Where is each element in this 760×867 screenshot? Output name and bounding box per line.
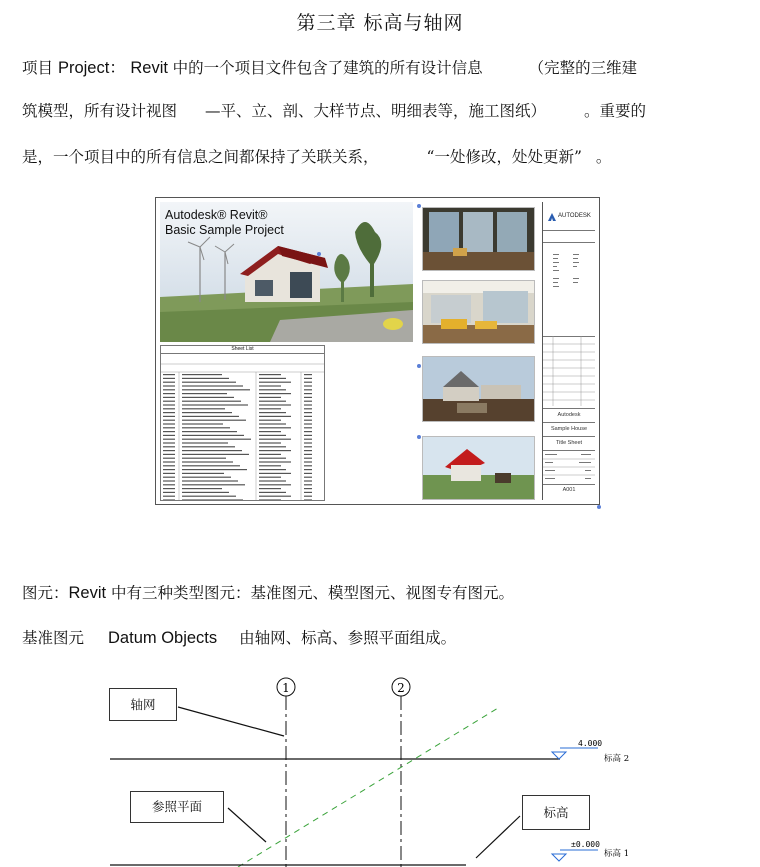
schedule-row-bar xyxy=(182,450,242,451)
text-segment: Revit xyxy=(125,59,173,77)
schedule-row-bar xyxy=(304,427,312,428)
text-segment: 项目 xyxy=(22,59,58,77)
schedule-row-bar xyxy=(259,397,281,398)
title-block-company: Autodesk xyxy=(557,412,581,418)
interior-render-illustration xyxy=(423,208,534,270)
schedule-row-bar xyxy=(304,469,312,470)
grid-bubble-2-label: 2 xyxy=(397,681,405,695)
schedule-row-bar xyxy=(304,458,312,459)
schedule-row-bar xyxy=(163,374,175,375)
schedule-row-bar xyxy=(259,427,291,428)
schedule-row-bar xyxy=(259,473,291,474)
schedule-row-bar xyxy=(182,469,247,470)
schedule-row-bar xyxy=(182,393,227,394)
label-reference-plane: 参照平面 xyxy=(130,791,224,823)
schedule-row-bar xyxy=(182,435,244,436)
schedule-row-bar xyxy=(304,420,312,421)
schedule-row-bar xyxy=(259,488,281,489)
schedule-row-bar xyxy=(163,401,175,402)
revision-table-illustration xyxy=(543,336,595,406)
schedule-row-bar xyxy=(182,488,222,489)
schedule-row-bar xyxy=(182,496,236,497)
schedule-row-bar xyxy=(304,492,312,493)
schedule-rows-illustration xyxy=(161,354,324,500)
schedule-row-bar xyxy=(163,488,175,489)
schedule-row-bar xyxy=(259,469,286,470)
schedule-row-bar xyxy=(182,378,229,379)
interior-render-thumbnail-1 xyxy=(422,207,535,271)
exterior-render-thumbnail xyxy=(422,436,535,500)
text-segment: Revit xyxy=(68,584,107,602)
schedule-row-bar xyxy=(182,404,248,405)
text-segment: “一处修改，处处更新” xyxy=(426,148,582,166)
schedule-row-bar xyxy=(259,439,291,440)
title-block-project: Sample House xyxy=(550,426,588,432)
schedule-row-bar xyxy=(182,382,236,383)
schedule-row-bar xyxy=(182,416,239,417)
schedule-row-bar xyxy=(182,499,243,500)
schedule-row-bar xyxy=(259,382,291,383)
schedule-row-bar xyxy=(163,461,175,462)
schedule-row-bar xyxy=(163,420,175,421)
revit-sample-sheet-figure xyxy=(155,197,600,505)
consultant-notes-illustration xyxy=(543,250,595,330)
schedule-row-bar xyxy=(182,389,250,390)
schedule-row-bar xyxy=(163,484,175,485)
schedule-row-bar xyxy=(304,393,312,394)
text-segment: 筑模型，所有设计视图 xyxy=(22,102,178,120)
schedule-row-bar xyxy=(259,454,281,455)
text-segment: Project： xyxy=(57,59,126,77)
level-label-leader xyxy=(476,816,520,858)
schedule-row-bar xyxy=(182,465,240,466)
hero-render-image xyxy=(160,202,413,342)
schedule-row-bar xyxy=(163,454,175,455)
schedule-row-bar xyxy=(182,473,224,474)
schedule-row-bar xyxy=(163,431,175,432)
title-block-sheet-name: Title Sheet xyxy=(555,440,583,446)
schedule-row-bar xyxy=(304,499,312,500)
schedule-row-bar xyxy=(182,427,230,428)
schedule-row-bar xyxy=(163,427,175,428)
schedule-row-bar xyxy=(304,480,312,481)
schedule-row-bar xyxy=(259,461,291,462)
schedule-row-bar xyxy=(259,465,281,466)
schedule-row-bar xyxy=(259,499,281,500)
sheet-list-schedule xyxy=(160,345,325,501)
schedule-row-bar xyxy=(182,480,238,481)
schedule-row-bar xyxy=(182,454,249,455)
schedule-row-bar xyxy=(304,446,312,447)
schedule-row-bar xyxy=(259,404,291,405)
level-1-marker-icon xyxy=(552,854,566,861)
schedule-row-bar xyxy=(259,401,286,402)
schedule-row-bar xyxy=(182,412,232,413)
schedule-row-bar xyxy=(304,435,312,436)
schedule-row-bar xyxy=(163,496,175,497)
schedule-row-bar xyxy=(304,401,312,402)
schedule-row-bar xyxy=(182,385,243,386)
grid-bubble-1-label: 1 xyxy=(282,681,290,695)
schedule-row-bar xyxy=(163,450,175,451)
schedule-row-bar xyxy=(259,374,281,375)
schedule-row-bar xyxy=(259,480,286,481)
title-block-sheet-number: A001 xyxy=(562,487,576,493)
label-level: 标高 xyxy=(522,795,590,830)
sheet-title-line-2: Basic Sample Project xyxy=(165,223,284,237)
schedule-row-bar xyxy=(304,416,312,417)
selection-grip-icon xyxy=(417,364,421,368)
selection-grip-icon xyxy=(417,204,421,208)
selection-grip-icon xyxy=(417,435,421,439)
schedule-row-bar xyxy=(259,408,281,409)
schedule-row-bar xyxy=(304,423,312,424)
schedule-row-bar xyxy=(163,469,175,470)
schedule-row-bar xyxy=(182,492,229,493)
schedule-row-bar xyxy=(163,458,175,459)
schedule-row-bar xyxy=(304,454,312,455)
chapter-heading: 第三章 标高与轴网 xyxy=(296,12,464,34)
schedule-row-bar xyxy=(163,389,175,390)
autodesk-logo xyxy=(547,208,593,226)
schedule-row-bar xyxy=(163,446,175,447)
text-segment: 图元： xyxy=(22,584,69,602)
selection-grip-icon xyxy=(317,252,321,256)
paragraph-1-line-2 xyxy=(22,99,646,121)
text-segment: Datum Objects xyxy=(108,629,218,647)
schedule-row-bar xyxy=(163,397,175,398)
schedule-row-bar xyxy=(163,442,175,443)
schedule-row-bar xyxy=(259,416,291,417)
schedule-row-bar xyxy=(304,439,312,440)
schedule-row-bar xyxy=(304,450,312,451)
section-render-illustration xyxy=(423,357,534,421)
schedule-row-bar xyxy=(259,378,286,379)
level-2-value: 4.000 xyxy=(578,739,603,748)
schedule-row-bar xyxy=(182,477,231,478)
schedule-row-bar xyxy=(163,404,175,405)
schedule-row-bar xyxy=(259,393,291,394)
schedule-row-bar xyxy=(182,446,235,447)
schedule-row-bar xyxy=(182,484,245,485)
schedule-row-bar xyxy=(259,492,286,493)
schedule-row-bar xyxy=(259,412,286,413)
schedule-row-bar xyxy=(163,465,175,466)
schedule-row-bar xyxy=(182,442,228,443)
schedule-row-bar xyxy=(163,473,175,474)
schedule-row-bar xyxy=(163,416,175,417)
text-segment: 中有三种类型图元：基准图元、模型图元、视图专有图元。 xyxy=(106,584,515,602)
schedule-row-bar xyxy=(259,420,281,421)
schedule-row-bar xyxy=(304,404,312,405)
level-2-name: 标高 2 xyxy=(604,754,630,764)
schedule-row-bar xyxy=(163,393,175,394)
schedule-row-bar xyxy=(259,435,286,436)
schedule-row-bar xyxy=(163,499,175,500)
schedule-row-bar xyxy=(304,484,312,485)
schedule-row-bar xyxy=(304,385,312,386)
schedule-row-bar xyxy=(259,458,286,459)
schedule-row-bar xyxy=(259,477,281,478)
schedule-row-bar xyxy=(304,408,312,409)
text-segment: 。重要的 xyxy=(584,102,647,120)
schedule-row-bar xyxy=(304,389,312,390)
schedule-row-bar xyxy=(182,439,251,440)
schedule-row-bar xyxy=(182,408,225,409)
schedule-row-bar xyxy=(304,412,312,413)
interior-render-illustration xyxy=(423,281,534,343)
label-grid: 轴网 xyxy=(109,688,177,721)
paragraph-1-line-1 xyxy=(22,54,637,78)
schedule-row-bar xyxy=(304,382,312,383)
selection-grip-icon xyxy=(597,505,601,509)
title-block-fields-illustration xyxy=(543,452,595,484)
text-segment: —平、立、剖、大样节点、明细表等，施工图纸） xyxy=(205,102,547,120)
schedule-row-bar xyxy=(259,423,286,424)
schedule-row-bar xyxy=(304,397,312,398)
text-segment: 中的一个项目文件包含了建筑的所有设计信息 xyxy=(172,59,483,77)
title-block xyxy=(542,202,595,500)
schedule-row-bar xyxy=(163,480,175,481)
schedule-row-bar xyxy=(304,477,312,478)
text-segment: （完整的三维建 xyxy=(528,59,638,77)
autodesk-logo-icon xyxy=(547,212,557,222)
schedule-row-bar xyxy=(304,378,312,379)
schedule-row-bar xyxy=(163,408,175,409)
schedule-row-bar xyxy=(259,496,291,497)
schedule-row-bar xyxy=(304,431,312,432)
schedule-row-bar xyxy=(304,374,312,375)
schedule-row-bar xyxy=(182,431,237,432)
sheet-title xyxy=(165,208,284,238)
schedule-row-bar xyxy=(163,477,175,478)
text-segment: 基准图元 xyxy=(22,629,85,647)
paragraph-1-line-3 xyxy=(22,145,611,167)
grid-label-leader xyxy=(178,707,284,736)
autodesk-logo-text: AUTODESK xyxy=(558,213,591,219)
schedule-row-bar xyxy=(259,442,281,443)
text-segment: 是，一个项目中的所有信息之间都保持了关联关系， xyxy=(22,148,379,166)
schedule-row-bar xyxy=(259,385,281,386)
paragraph-2 xyxy=(22,581,514,603)
schedule-row-bar xyxy=(304,473,312,474)
level-1-name: 标高 1 xyxy=(604,849,630,859)
text-segment: 由轴网、标高、参照平面组成。 xyxy=(239,629,457,647)
schedule-header: Sheet List xyxy=(161,346,324,354)
refplane-label-leader xyxy=(228,808,266,842)
schedule-row-bar xyxy=(163,435,175,436)
sheet-title-line-1: Autodesk® Revit® xyxy=(165,208,268,222)
schedule-row-bar xyxy=(259,450,291,451)
schedule-row-bar xyxy=(163,439,175,440)
paragraph-3 xyxy=(22,626,456,648)
schedule-row-bar xyxy=(163,423,175,424)
exterior-render-illustration xyxy=(423,437,534,499)
schedule-row-bar xyxy=(163,385,175,386)
schedule-row-bar xyxy=(259,484,291,485)
reference-plane-line xyxy=(238,708,498,867)
schedule-row-bar xyxy=(259,431,281,432)
level-2-marker-icon xyxy=(552,752,566,759)
schedule-row-bar xyxy=(304,442,312,443)
schedule-row-bar xyxy=(163,382,175,383)
schedule-row-bar xyxy=(182,401,241,402)
schedule-row-bar xyxy=(182,420,246,421)
schedule-row-bar xyxy=(182,374,222,375)
schedule-row-bar xyxy=(304,461,312,462)
schedule-row-bar xyxy=(304,496,312,497)
schedule-row-bar xyxy=(182,461,233,462)
section-render-thumbnail xyxy=(422,356,535,422)
level-1-value: ±0.000 xyxy=(571,840,600,849)
schedule-row-bar xyxy=(304,465,312,466)
schedule-row-bar xyxy=(182,397,234,398)
schedule-row-bar xyxy=(182,423,223,424)
text-segment: 。 xyxy=(595,148,612,166)
schedule-row-bar xyxy=(304,488,312,489)
schedule-row-bar xyxy=(259,389,286,390)
schedule-row-bar xyxy=(163,378,175,379)
schedule-row-bar xyxy=(163,412,175,413)
schedule-row-bar xyxy=(259,446,286,447)
interior-render-thumbnail-2 xyxy=(422,280,535,344)
schedule-row-bar xyxy=(163,492,175,493)
schedule-row-bar xyxy=(182,458,226,459)
